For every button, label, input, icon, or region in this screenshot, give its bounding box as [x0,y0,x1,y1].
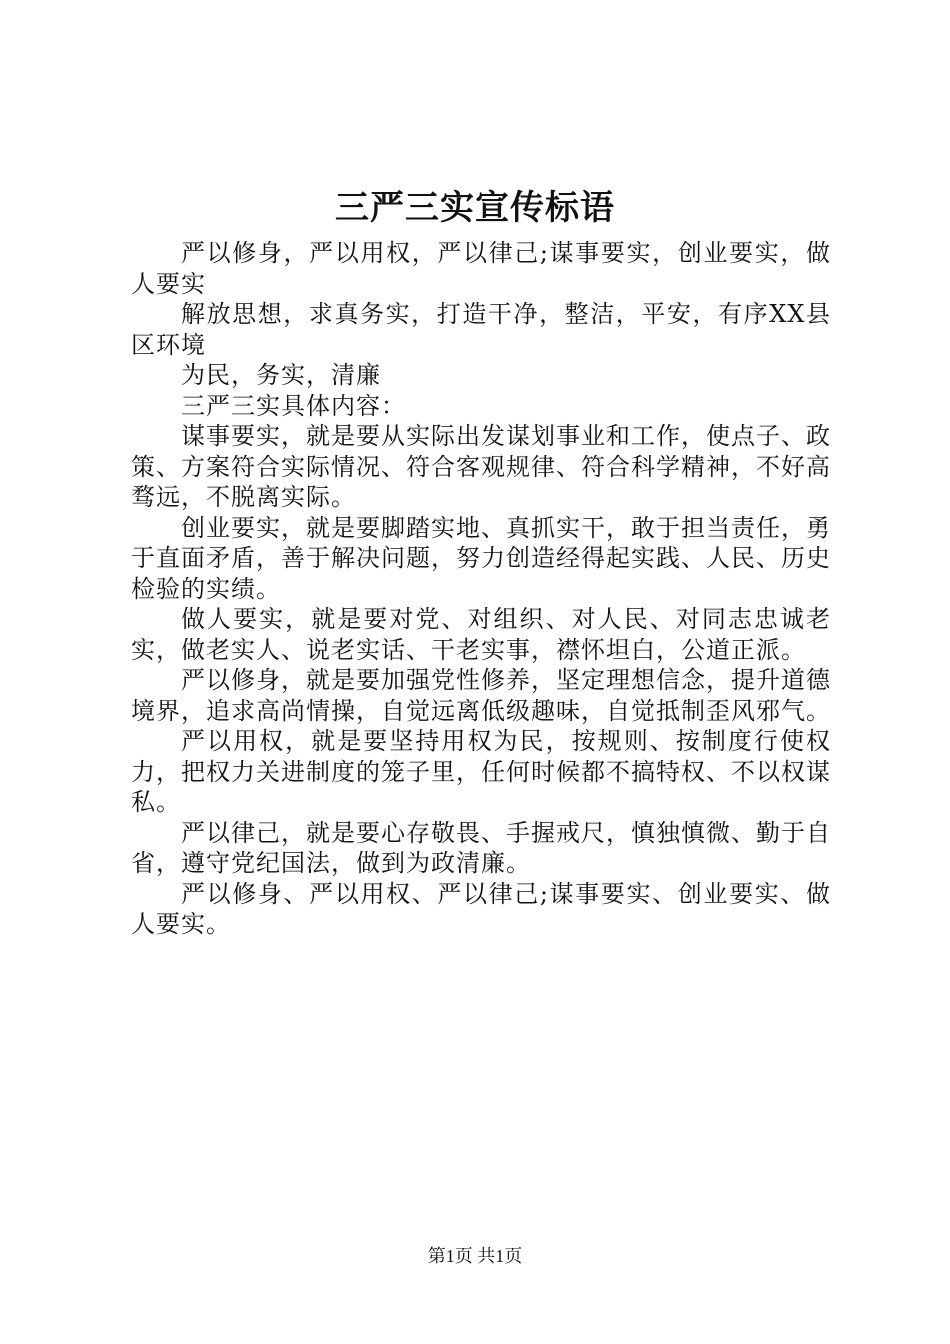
paragraph: 谋事要实，就是要从实际出发谋划事业和工作，使点子、政策、方案符合实际情况、符合客观规律、符合科学精神，不好高骛远，不脱离实际。 [131,422,831,511]
paragraph: 严以修身、严以用权、严以律己;谋事要实、创业要实、做人要实。 [131,879,831,938]
paragraph: 做人要实，就是要对党、对组织、对人民、对同志忠诚老实，做老实人、说老实话、干老实事，襟怀坦白，公道正派。 [131,605,831,664]
paragraph: 严以修身，就是要加强党性修养，坚定理想信念，提升道德境界，追求高尚情操，自觉远离低级趣味，自觉抵制歪风邪气。 [131,666,831,725]
paragraph: 严以修身，严以用权，严以律己;谋事要实，创业要实，做人要实 [131,239,831,298]
paragraph: 为民，务实，清廉 [181,361,381,389]
paragraph: 严以律己，就是要心存敬畏、手握戒尺，慎独慎微、勤于自省，遵守党纪国法，做到为政清廉。 [131,818,831,877]
paragraph: 创业要实，就是要脚踏实地、真抓实干，敢于担当责任，勇于直面矛盾，善于解决问题，努力创造经得起实践、人民、历史检验的实绩。 [131,513,831,603]
document-body [131,238,831,940]
page-number: 第1页 共1页 [427,1246,523,1266]
paragraph: 解放思想，求真务实，打造干净，整洁，平安，有序XX县区环境 [131,300,831,359]
document-title: 三严三实宣传标语 [335,188,615,228]
paragraph: 三严三实具体内容： [181,391,406,420]
paragraph: 严以用权，就是要坚持用权为民，按规则、按制度行使权力，把权力关进制度的笼子里，任何时候都不搞特权、不以权谋私。 [131,727,831,816]
